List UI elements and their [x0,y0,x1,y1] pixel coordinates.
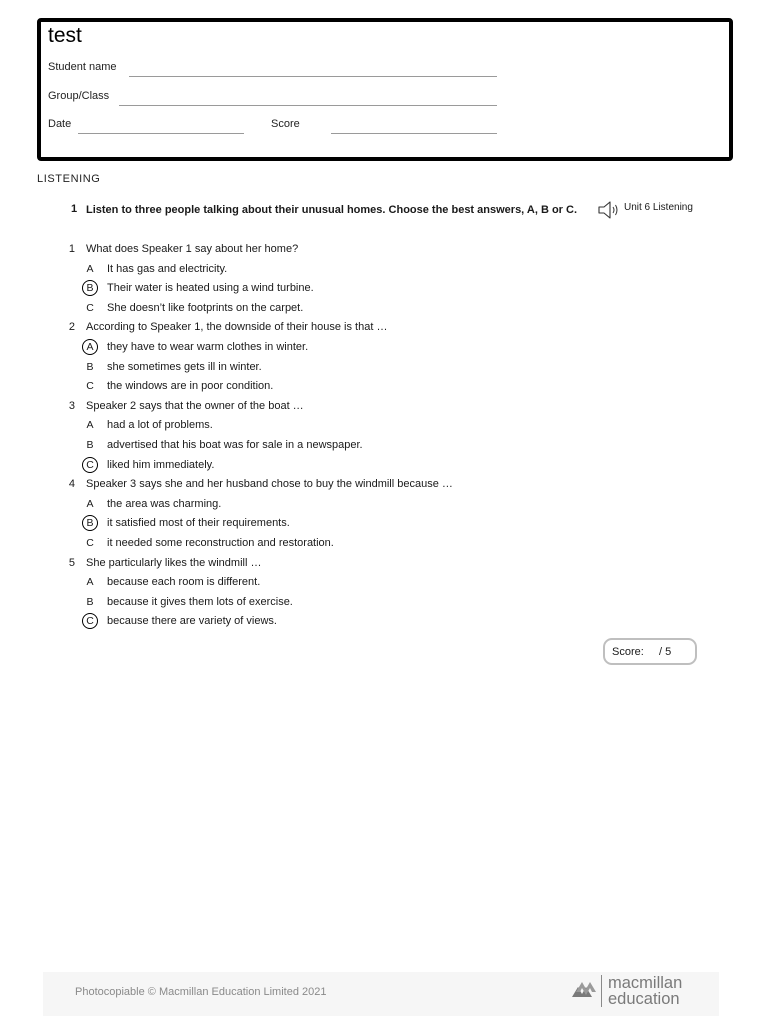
question-row [64,319,624,339]
option-text: the area was charming. [107,497,222,510]
student-info-box [37,18,733,161]
option-text: She doesn’t like footprints on the carpet. [107,301,304,314]
option-letter[interactable]: B [86,595,94,608]
question-text: She particularly likes the windmill … [86,556,262,569]
section-label: LISTENING [37,173,101,185]
score-label: Score [271,118,300,130]
audio-reference[interactable] [597,200,693,220]
question-row [64,241,624,261]
macmillan-logo [571,975,682,1007]
answer-option[interactable] [64,359,624,379]
question-number: 4 [68,478,75,491]
question-number: 5 [68,556,75,569]
answer-option[interactable] [64,280,624,300]
question-number: 1 [68,243,75,255]
answer-option[interactable] [64,300,624,320]
option-letter[interactable]: C [86,301,94,314]
option-text: the windows are in poor condition. [107,380,274,393]
answer-option[interactable] [64,339,624,359]
option-letter[interactable]: B [86,438,94,451]
copyright-text: Photocopiable © Macmillan Education Limited 2021 [75,986,327,998]
option-text: it satisfied most of their requirements. [107,517,290,530]
audio-label: Unit 6 Listening [624,202,693,213]
student-name-line[interactable] [129,76,497,77]
question-text: Speaker 3 says she and her husband chose to buy the windmill because … [86,478,453,491]
score-line[interactable] [331,133,497,134]
option-letter[interactable]: B [86,360,94,373]
option-text: Their water is heated using a wind turbine. [107,282,314,295]
option-text: because there are variety of views. [107,615,277,628]
option-text: liked him immediately. [107,458,215,471]
answer-option[interactable] [64,457,624,477]
question-text: According to Speaker 1, the downside of their house is that … [86,321,388,334]
option-text: had a lot of problems. [107,419,213,432]
question-row [64,476,624,496]
logo-text [608,975,682,1007]
macmillan-logo-icon [571,978,597,1004]
question-number: 2 [68,321,75,334]
date-label: Date [48,118,72,130]
question-list [64,241,624,633]
answer-option[interactable] [64,574,624,594]
answer-option[interactable] [64,613,624,633]
group-class-line[interactable] [119,105,497,106]
answer-option[interactable] [64,378,624,398]
selected-option-letter[interactable]: B [82,515,98,531]
student-name-label: Student name [48,61,117,73]
option-letter[interactable]: C [86,536,94,549]
option-text: It has gas and electricity. [107,262,228,275]
selected-option-letter[interactable]: A [82,339,98,355]
footer [43,972,719,1016]
answer-option[interactable] [64,261,624,281]
option-letter[interactable]: A [86,497,94,510]
question-text: Speaker 2 says that the owner of the boat … [86,399,304,412]
selected-option-letter[interactable]: B [82,280,98,296]
test-title: test [48,24,82,47]
logo-line-1: macmillan [608,974,683,992]
question-row [64,555,624,575]
question-row [64,398,624,418]
option-letter[interactable]: C [86,380,94,393]
option-text: advertised that his boat was for sale in a newspaper. [107,438,363,451]
date-line[interactable] [78,133,244,134]
question-text: What does Speaker 1 say about her home? [86,243,299,255]
answer-option[interactable] [64,496,624,516]
option-text: she sometimes gets ill in winter. [107,360,262,373]
option-letter[interactable]: A [86,419,94,432]
answer-option[interactable] [64,437,624,457]
answer-option[interactable] [64,515,624,535]
option-text: because each room is different. [107,576,261,589]
group-class-label: Group/Class [48,90,110,102]
speaker-icon [597,200,621,220]
option-text: because it gives them lots of exercise. [107,595,293,608]
answer-option[interactable] [64,417,624,437]
answer-option[interactable] [64,594,624,614]
score-box-label: Score: [612,646,644,658]
question-number: 3 [68,399,75,412]
option-letter[interactable]: A [86,262,94,275]
score-total: / 5 [659,646,672,658]
logo-line-2: education [608,990,680,1008]
instruction-text: Listen to three people talking about their unusual homes. Choose the best answers, A, B or C. [86,204,577,216]
score-box [603,638,697,665]
answer-option[interactable] [64,535,624,555]
selected-option-letter[interactable]: C [82,613,98,629]
selected-option-letter[interactable]: C [82,457,98,473]
option-text: they have to wear warm clothes in winter. [107,340,309,353]
instruction-number: 1 [71,203,78,215]
logo-separator [601,975,602,1007]
option-letter[interactable]: A [86,576,94,589]
option-text: it needed some reconstruction and restoration. [107,536,334,549]
